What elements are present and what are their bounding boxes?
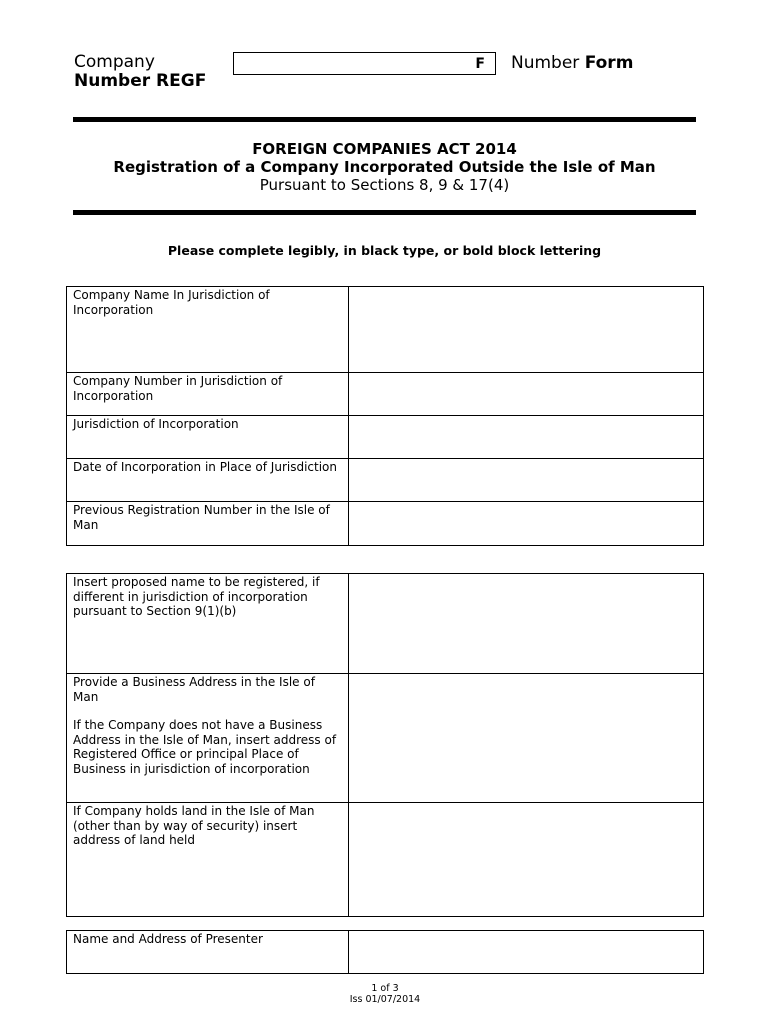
field-label: Name and Address of Presenter xyxy=(67,931,349,974)
land-address-input[interactable] xyxy=(349,803,704,917)
field-label: Company Name In Jurisdiction of Incorporation xyxy=(67,287,349,373)
field-label: Company Number in Jurisdiction of Incorporation xyxy=(67,373,349,416)
table-row xyxy=(67,416,704,459)
business-address-label: Provide a Business Address in the Isle of Man xyxy=(73,675,315,704)
number-regf-label: Number REGF xyxy=(74,71,207,91)
table-row xyxy=(67,803,704,917)
bottom-divider xyxy=(73,210,696,215)
jurisdiction-input[interactable] xyxy=(349,416,704,459)
company-number-field[interactable] xyxy=(233,52,496,75)
form-number-label xyxy=(511,53,633,73)
previous-registration-input[interactable] xyxy=(349,502,704,546)
number-suffix-letter: F xyxy=(475,56,485,72)
table-row xyxy=(67,574,704,674)
table-row xyxy=(67,502,704,546)
field-label: Previous Registration Number in the Isle of Man xyxy=(67,502,349,546)
incorporation-date-input[interactable] xyxy=(349,459,704,502)
table-row xyxy=(67,287,704,373)
page-number: 1 of 3 xyxy=(371,983,399,994)
field-label: If Company holds land in the Isle of Man (other than by way of security) insert address of land held xyxy=(67,803,349,917)
form-title: Registration of a Company Incorporated Outside the Isle of Man xyxy=(113,158,656,176)
form-subtitle: Pursuant to Sections 8, 9 & 17(4) xyxy=(259,176,510,194)
table-row xyxy=(67,931,704,974)
field-label: Date of Incorporation in Place of Jurisdiction xyxy=(67,459,349,502)
form-number-plain: Number xyxy=(511,53,580,73)
proposed-name-input[interactable] xyxy=(349,574,704,674)
address-details-table xyxy=(66,573,704,917)
business-address-input[interactable] xyxy=(349,674,704,803)
company-number-label xyxy=(74,53,206,91)
issue-date: Iss 01/07/2014 xyxy=(349,994,421,1005)
presenter-input[interactable] xyxy=(349,931,704,974)
company-name-input[interactable] xyxy=(349,287,704,373)
title-block xyxy=(73,140,696,194)
table-row xyxy=(67,373,704,416)
top-divider xyxy=(73,117,696,122)
instruction-text: Please complete legibly, in black type, or bold block lettering xyxy=(167,243,602,258)
page-footer xyxy=(0,983,770,1005)
company-number-input[interactable] xyxy=(349,373,704,416)
company-details-table xyxy=(66,286,704,546)
business-address-note: If the Company does not have a Business Address in the Isle of Man, insert address of Registered Office or principal Place of Business in jurisdiction of incorporation xyxy=(73,718,337,776)
company-label: Company xyxy=(74,52,155,72)
presenter-table xyxy=(66,930,704,974)
table-row xyxy=(67,459,704,502)
form-number-bold: Form xyxy=(584,53,634,73)
field-label: Jurisdiction of Incorporation xyxy=(67,416,349,459)
field-label xyxy=(67,674,349,803)
field-label: Insert proposed name to be registered, if different in jurisdiction of incorporation pursuant to Section 9(1)(b) xyxy=(67,574,349,674)
act-title: FOREIGN COMPANIES ACT 2014 xyxy=(252,140,517,158)
table-row xyxy=(67,674,704,803)
